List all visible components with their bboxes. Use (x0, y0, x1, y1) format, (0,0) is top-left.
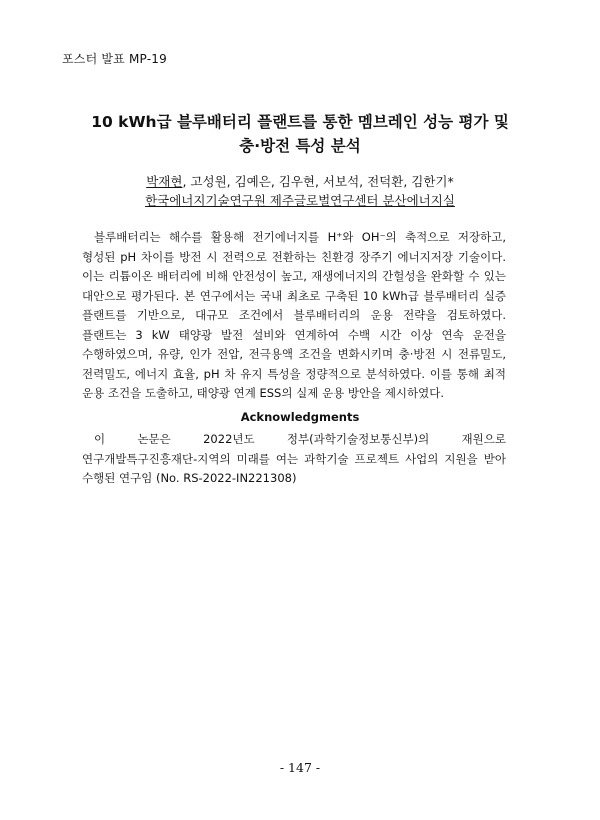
paper-title-line-2: 충·방전 특성 분석 (239, 137, 361, 155)
author-block (60, 172, 540, 210)
author-list (60, 172, 540, 191)
acknowledgments-heading: Acknowledgments (240, 410, 360, 424)
co-authors: , 고성원, 김예은, 김우현, 서보석, 전덕환, 김한기* (182, 174, 454, 189)
abstract-body: 블루배터리는 해수를 활용해 전기에너지를 H⁺와 OH⁻의 축적으로 저장하고, 형성된 pH 차이를 방전 시 전력으로 전환하는 친환경 장주기 에너지저장 기술이다. 이는 리튬이온 배터리에 비해 안전성이 높고, 재생에너지의 간헐성을 완화할 수 있는 대안으로 평가된다. 본 연구에서는 국내 최초로 구축된 10 kWh급 블루배터리 실증 플랜트를 기반으로, 대규모 조건에서 블루배터리의 운용 전략을 검토하였다. 플랜트는 3 kW 태양광 발전 설비와 연계하여 수백 시간 이상 연속 운전을 수행하였으며, 유량, 인가 전압, 전극용액 조건을 변화시키며 충·방전 시 전류밀도, 전력밀도, 에너지 효율, pH 차 유지 특성을 정량적으로 분석하였다. 이를 통해 최적 운용 조건을 도출하고, 태양광 연계 ESS의 실제 운용 방안을 제시하였다. (82, 230, 506, 400)
page-number: - 147 - (279, 760, 321, 775)
paper-title (60, 110, 540, 158)
session-label: 포스터 발표 MP-19 (62, 52, 167, 66)
paper-title-line-1: 10 kWh급 블루배터리 플랜트를 통한 멤브레인 성능 평가 및 (91, 113, 509, 131)
acknowledgments-body: 이 논문은 2022년도 정부(과학기술정보통신부)의 재원으로 연구개발특구진흥재단-지역의 미래를 여는 과학기술 프로젝트 사업의 지원을 받아 수행된 연구임 (No. RS-2022-IN221308) (82, 432, 506, 485)
affiliation: 한국에너지기술연구원 제주글로벌연구센터 분산에너지실 (145, 193, 455, 208)
first-author: 박재현 (146, 174, 183, 189)
